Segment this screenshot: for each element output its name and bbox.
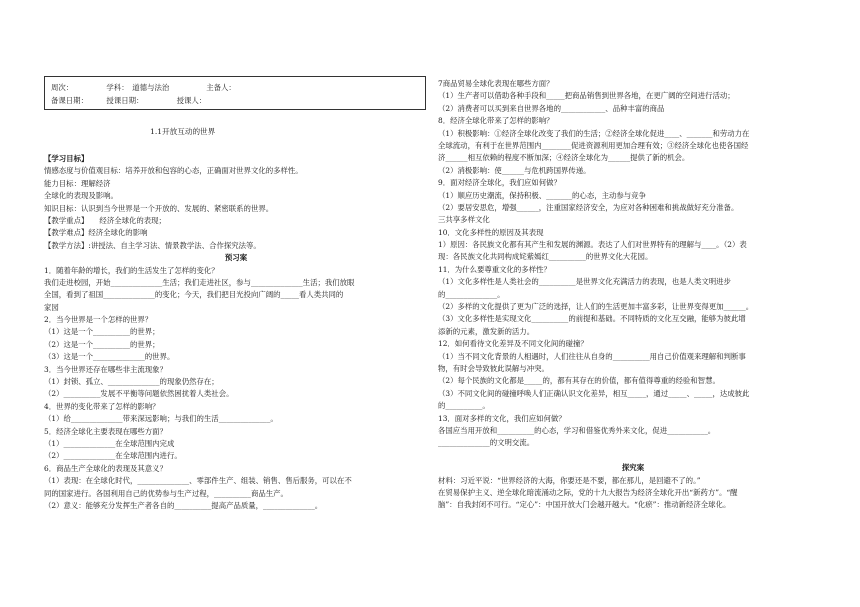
text-line: 5．经济全球化主要表现在哪些方面？ (44, 426, 167, 436)
text-line: 【教学难点】经济全球化的影响 (44, 228, 148, 238)
text-line: （3）文化多样性是实现文化__________的前提和基础。不同特质的文化互交融，能够为彼此增 (438, 314, 746, 324)
text-line: 【学习目标】 (44, 154, 89, 163)
text-line: （1）表现：在全球化时代，______________、零部件生产、组装、销售、售后服务，可以在不 (44, 476, 352, 486)
text-line: 9．面对经济全球化，我们应如何做？ (438, 178, 561, 188)
text-line: 全球化的表现及影响。 (44, 191, 118, 201)
text-line: （1）______________在全球范围内完成 (44, 438, 175, 448)
text-line: （2）这是一个__________的世界； (44, 339, 160, 349)
text-line: 济______相互依赖的程度不断加深；④经济全球化为______提供了新的机会。 (438, 153, 690, 163)
text-line: 12．如何看待文化差异及不同文化间的碰撞？ (438, 339, 588, 349)
text-line: （2）多样的文化提供了更为广泛的选择，让人们的生活更加丰富多彩，让世界变得更加______。 (438, 302, 754, 312)
text-line: 全国，看到了祖国______________的变化；今天，我们把目光投向广阔的_____看人类共同的 (44, 290, 344, 300)
text-line: （1）顺应历史潮流，保持积极、_______的心态，主动参与竞争 (438, 190, 646, 200)
text-line: 物，有时会导致彼此误解与冲突。 (438, 363, 549, 373)
text-line: （2）每个民族的文化都是_____的，都有其存在的价值，都有值得尊重的经验和智慧。 (438, 376, 720, 386)
text-line: 同的国家进行。各国利用自己的优势参与生产过程，__________商品生产。 (44, 488, 288, 498)
text-line: （1）积极影响：①经济全球化改变了我们的生活；②经济全球化促进____、_______和劳动力在 (438, 128, 750, 138)
left-column (44, 153, 428, 512)
text-line: 2．当今世界是一个怎样的世界？ (44, 315, 153, 325)
text-line: 脑”：自我封闭不可行。“定心”：中国开放大门会越开越大。“化瘀”：推动新经济全球化。 (438, 500, 731, 510)
text-line: （1）生产者可以借助各种手段和_____把商品销售到世界各地，在更广阔的空间进行活动； (438, 91, 735, 101)
text-line: 能力目标：理解经济 (44, 178, 111, 188)
text-line: 10．文化多样性的原因及其表现 (438, 227, 544, 237)
text-line: 情感态度与价值观目标：培养开放和包容的心态，正确面对世界文化的多样性。 (44, 166, 303, 176)
text-line: （2）要居安思危，增强______，注重国家经济安全，为应对各种困难和挑战做好充分准备。 (438, 202, 739, 212)
text-line: 添新的元素，激发新的活力。 (438, 326, 535, 336)
text-line: 3．当今世界还存在哪些非主流现象？ (44, 364, 167, 374)
text-line: 预习案 (224, 253, 248, 263)
text-line: 各国应当用开放和__________的心态，学习和借鉴优秀外来文化，促进___________。 (438, 425, 716, 435)
right-column (438, 78, 828, 512)
text-line: （1）当不同文化背景的人相遇时，人们往往从自身的__________用自己价值观来理解和判断事 (438, 351, 746, 361)
text-line: （1）给______________带来深远影响；与我们的生活______________。 (44, 414, 278, 424)
text-line: 8．经济全球化带来了怎样的影响？ (438, 116, 554, 126)
text-line: 13．面对多样的文化，我们应如何做？ (438, 413, 566, 423)
text-line: （2）__________发展不平衡等问题依然困扰着人类社会。 (44, 389, 234, 399)
text-line: （2）意义：能够充分发挥生产者各自的__________提高产品质量，______________。 (44, 500, 323, 510)
text-line: 【教学重点】 经济全球化的表现； (44, 215, 166, 225)
text-line: （1）这是一个__________的世界； (44, 327, 160, 337)
text-line: 在贸易保护主义、逆全球化暗流涌动之际，党的十九大报告为经济全球化开出“新药方”。“醒 (438, 487, 738, 497)
header-row-2: 备课日期： 授课日期： 授课人： (51, 96, 207, 105)
text-line: 的______________。 (438, 289, 505, 299)
text-line: 探究案 (621, 463, 645, 473)
text-line: （3）这是一个______________的世界。 (44, 352, 175, 362)
header-row-1: 周次： 学科： 道德与法治 主备人： (51, 83, 236, 92)
text-line: 家园 (44, 302, 59, 312)
text-line: 11．为什么要尊重文化的多样性？ (438, 264, 551, 274)
text-line (438, 450, 828, 462)
lesson-title: 1.1开放互动的世界 (150, 127, 216, 136)
text-line: 6．商品生产全球化的表现及其意义？ (44, 463, 167, 473)
text-line: 7商品贸易全球化表现在哪些方面？ (438, 79, 554, 88)
text-line: （2）______________在全球范围内进行。 (44, 451, 182, 461)
text-line: 我们走进校园，开始______________生活；我们走进社区，参与______________生活；我们放眼 (44, 277, 355, 287)
text-line: ______________的文明交流。 (438, 438, 535, 448)
text-line: （3）不同文化间的碰撞呼唤人们正确认识文化差异，相互_____，通过_____、_____，达成彼此 (438, 388, 750, 398)
text-line: （1）封锁、孤立、______________的现象仍然存在； (44, 377, 219, 387)
text-line: 的__________。 (438, 401, 490, 411)
text-line: 三共享多样文化 (438, 215, 490, 225)
text-line: 【教学方法】:讲授法、自主学习法、情景教学法、合作探究法等。 (44, 240, 261, 250)
text-line: 知识目标：认识到当今世界是一个开放的、发展的、紧密联系的世界。 (44, 203, 274, 213)
text-line: （1）文化多样性是人类社会的__________是世界文化充满活力的表现，也是人类文明进步 (438, 277, 731, 287)
text-line: （2）消极影响：使______与危机跨国界传递。 (438, 165, 591, 175)
text-line: （2）消费者可以买到来自世界各地的____________、品种丰富的商品 (438, 103, 665, 113)
text-line: 现：各民族文化共同构成姹紫嫣红__________的世界文化大花园。 (438, 252, 653, 262)
text-line: 1）原因：各民族文化都有其产生和发展的渊源。表达了人们对世界特有的理解与____。（2）表 (438, 240, 747, 250)
text-line: 材料：习近平说：“世界经济的大海，你要还是不要，都在那儿，是回避不了的。” (438, 475, 701, 485)
text-line: 1．随着年龄的增长，我们的生活发生了怎样的变化？ (44, 265, 219, 275)
header-info-box (44, 76, 426, 110)
text-line: 全球流动，有利于在世界范围内________促进资源利用更加合理有效；③经济全球化也使各国经 (438, 140, 749, 150)
text-line: 4．世界的变化带来了怎样的影响？ (44, 401, 160, 411)
